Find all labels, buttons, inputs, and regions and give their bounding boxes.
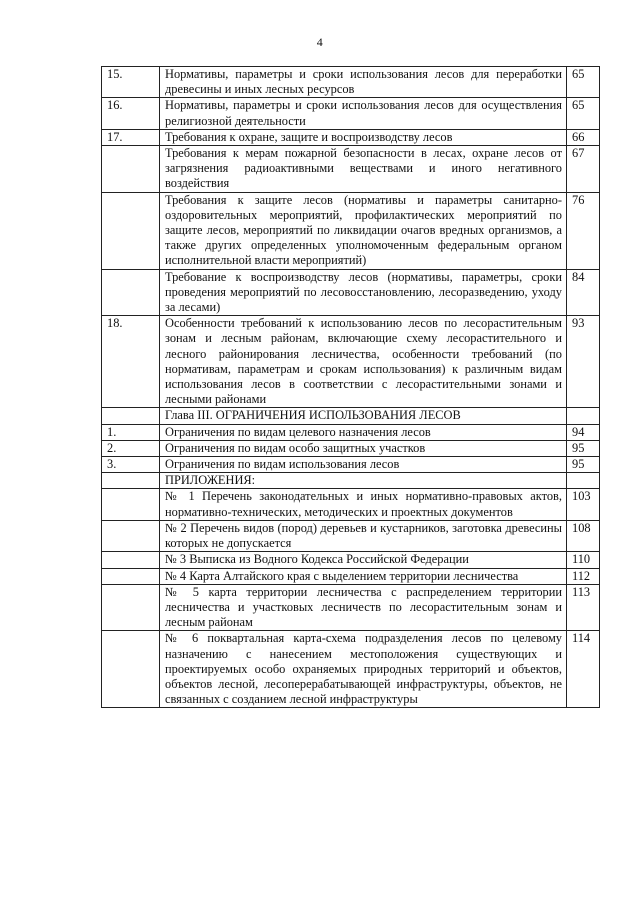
toc-row-number — [102, 473, 160, 489]
toc-row — [102, 269, 600, 316]
toc-row — [102, 457, 600, 473]
toc-row — [102, 316, 600, 408]
toc-row-title: Требования к мерам пожарной безопасности в лесах, охране лесов от загрязнения радиоактивными веществами и иного негативного воздействия — [160, 146, 567, 193]
toc-row-page: 65 — [567, 67, 600, 98]
chapter-heading: Глава III. ОГРАНИЧЕНИЯ ИСПОЛЬЗОВАНИЯ ЛЕСОВ — [160, 408, 567, 424]
toc-row-page: 95 — [567, 457, 600, 473]
toc-row-number: 2. — [102, 440, 160, 456]
appendix-heading: ПРИЛОЖЕНИЯ: — [160, 473, 567, 489]
toc-row-title: № 6 поквартальная карта-схема подразделения лесов по целевому назначению с нанесением местоположения существующих и проектируемых особо охраняемых природных территорий и объектов, объектов лесной, лесоперерабатывающей инфраструктуры, объектов, не связанных с созданием лесной инфраструктуры — [160, 631, 567, 708]
page-number: 4 — [316, 35, 324, 49]
toc-row — [102, 631, 600, 708]
toc-row-page: 67 — [567, 146, 600, 193]
toc-row — [102, 129, 600, 145]
toc-row-title: № 3 Выписка из Водного Кодекса Российской Федерации — [160, 552, 567, 568]
toc-row — [102, 192, 600, 269]
toc-row-title: Особенности требований к использованию лесов по лесорастительным зонам и лесным районам, включающие схему лесорастительного и лесного районирования лесничества, особенности требований (по нормативам, параметрам и срокам использования) к различным видам использования лесов в соответствии с лесорастительными зонами и лесными районами — [160, 316, 567, 408]
toc-row-number — [102, 520, 160, 551]
toc-row-title: Требования к защите лесов (нормативы и параметры санитарно-оздоровительных мероприятий, профилактических мероприятий по защите лесов, мероприятий по ликвидации очагов вредных организмов, а также других определенных уполномоченным федеральным органом исполнительной власти мероприятий) — [160, 192, 567, 269]
toc-chapter-row — [102, 408, 600, 424]
toc-row-page: 110 — [567, 552, 600, 568]
toc-row-page: 114 — [567, 631, 600, 708]
toc-row — [102, 146, 600, 193]
toc-appendix-header-row — [102, 473, 600, 489]
toc-row-number — [102, 631, 160, 708]
toc-row-page: 93 — [567, 316, 600, 408]
toc-row-page: 108 — [567, 520, 600, 551]
toc-row — [102, 520, 600, 551]
toc-row — [102, 98, 600, 129]
toc-row-number: 3. — [102, 457, 160, 473]
toc-row-number — [102, 489, 160, 520]
toc-row-number — [102, 552, 160, 568]
toc-row-page: 112 — [567, 568, 600, 584]
toc-row — [102, 489, 600, 520]
toc-row-number — [102, 192, 160, 269]
toc-row-number: 17. — [102, 129, 160, 145]
toc-row-page: 84 — [567, 269, 600, 316]
toc-row-number: 15. — [102, 67, 160, 98]
toc-row-number — [102, 269, 160, 316]
toc-row-page: 76 — [567, 192, 600, 269]
toc-row-number: 1. — [102, 424, 160, 440]
toc-row-page: 66 — [567, 129, 600, 145]
toc-row-number — [102, 408, 160, 424]
toc-row — [102, 424, 600, 440]
toc-row-number — [102, 146, 160, 193]
toc-row-page: 95 — [567, 440, 600, 456]
toc-row-number — [102, 568, 160, 584]
toc-row-title: Ограничения по видам целевого назначения лесов — [160, 424, 567, 440]
toc-row-title: Ограничения по видам использования лесов — [160, 457, 567, 473]
toc-row-page — [567, 408, 600, 424]
toc-row-title: № 2 Перечень видов (пород) деревьев и кустарников, заготовка древесины которых не допускается — [160, 520, 567, 551]
toc-row — [102, 568, 600, 584]
toc-row-title: № 4 Карта Алтайского края с выделением территории лесничества — [160, 568, 567, 584]
toc-row-title: Требования к охране, защите и воспроизводству лесов — [160, 129, 567, 145]
toc-row-number: 18. — [102, 316, 160, 408]
toc-row-page: 94 — [567, 424, 600, 440]
toc-row-page: 65 — [567, 98, 600, 129]
toc-row — [102, 440, 600, 456]
toc-row — [102, 67, 600, 98]
toc-row-title: Требование к воспроизводству лесов (нормативы, параметры, сроки проведения мероприятий по лесовосстановлению, лесоразведению, уходу за лесами) — [160, 269, 567, 316]
toc-row-page: 103 — [567, 489, 600, 520]
toc-row-number: 16. — [102, 98, 160, 129]
toc-row-title: Ограничения по видам особо защитных участков — [160, 440, 567, 456]
toc-row-number — [102, 584, 160, 631]
toc-row-title: Нормативы, параметры и сроки использования лесов для переработки древесины и иных лесных ресурсов — [160, 67, 567, 98]
toc-row — [102, 584, 600, 631]
toc-row — [102, 552, 600, 568]
toc-row-page — [567, 473, 600, 489]
toc-row-title: № 1 Перечень законодательных и иных нормативно-правовых актов, нормативно-технических, методических и проектных документов — [160, 489, 567, 520]
toc-row-title: № 5 карта территории лесничества с распределением территории лесничества и участковых лесничеств по лесорастительным зонам и лесным районам — [160, 584, 567, 631]
toc-row-page: 113 — [567, 584, 600, 631]
toc-table — [101, 66, 600, 708]
toc-row-title: Нормативы, параметры и сроки использования лесов для осуществления религиозной деятельности — [160, 98, 567, 129]
